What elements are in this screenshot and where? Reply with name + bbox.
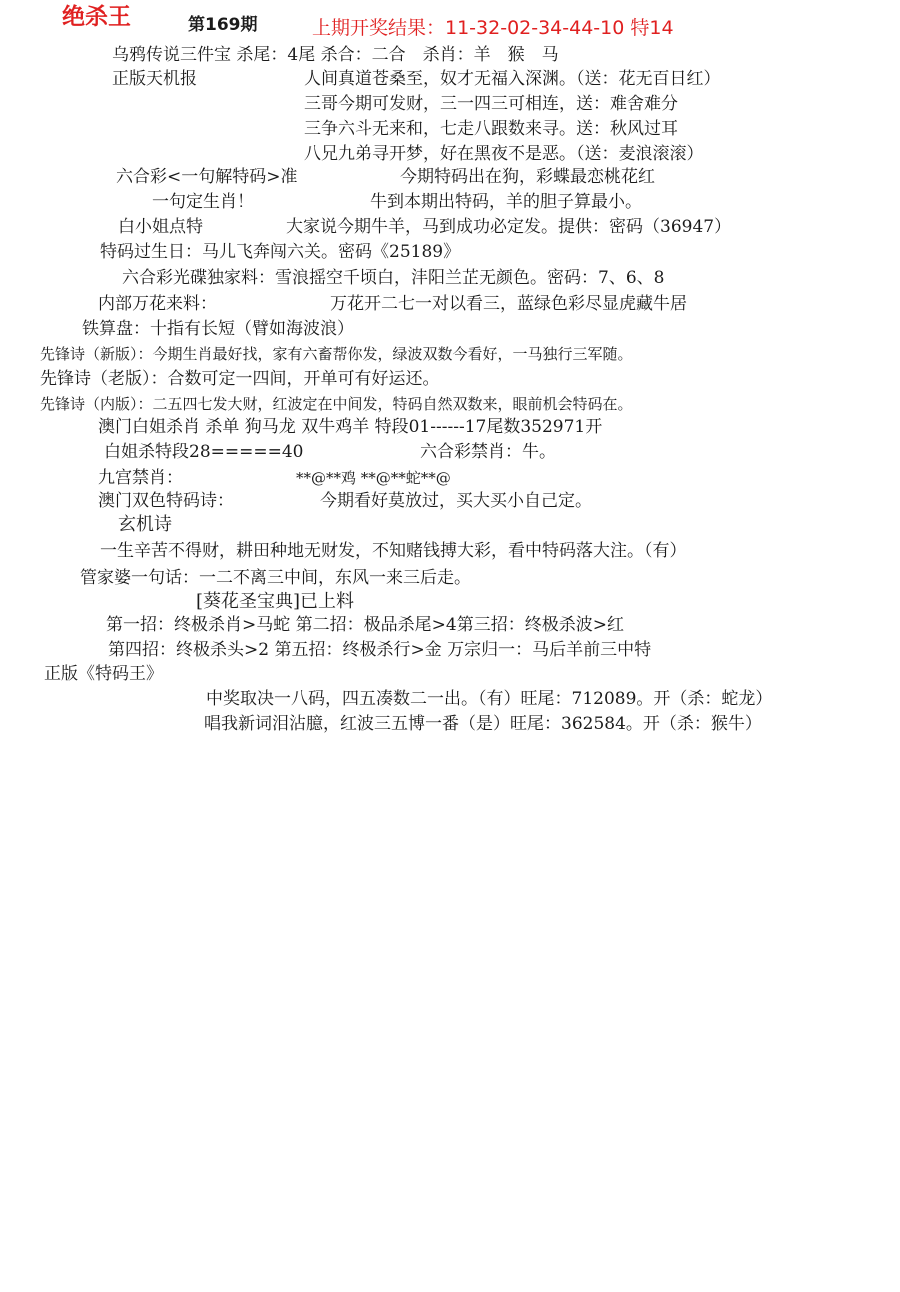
line-tianji-text: 人间真道苍桑至，奴才无福入深渊。（送：花无百日红） — [304, 69, 721, 89]
line-birthday: 特码过生日：马儿飞奔闯六关。密码《25189》 — [100, 242, 461, 262]
line-move-4: 第四招：终极杀头>2 第五招：终极杀行>金 万宗归一：马后羊前三中特 — [108, 640, 652, 660]
line-nine-palace-label: 九宫禁肖： — [98, 468, 183, 488]
line-zodiac-text: 牛到本期出特码，羊的胆子算最小。 — [370, 192, 642, 212]
line-one-sentence-label: 六合彩<一句解特码>准 — [116, 167, 298, 187]
line-forbidden-zodiac: 六合彩禁肖：牛。 — [420, 442, 556, 462]
line-wanhua-text: 万花开二七一对以看三，蓝绿色彩尽显虎藏牛居 — [330, 294, 687, 314]
line-poem-new: 先锋诗（新版）：今期生肖最好找，家有六畜帮你发，绿波双数今看好，一马独行三军随。 — [40, 345, 633, 363]
issue-number: 第169期 — [188, 15, 258, 35]
line-crow-legend: 乌鸦传说三件宝 杀尾：4尾 杀合：二合 杀肖：羊 猴 马 — [112, 45, 559, 65]
line-abacus: 铁算盘：十指有长短（臂如海波浪） — [82, 319, 354, 339]
line-xuanji-title: 玄机诗 — [118, 514, 172, 535]
last-result: 上期开奖结果：11-32-02-34-44-10 特14 — [312, 17, 674, 39]
line-baixiaojie-label: 白小姐点特 — [118, 217, 203, 237]
line-wanhua-label: 内部万花来料： — [98, 294, 217, 314]
brand-title: 绝杀王 — [62, 3, 131, 30]
line-tianji-label: 正版天机报 — [112, 69, 197, 89]
line-tema-wang-2: 唱我新词泪沾臆，红波三五博一番（是）旺尾：362584。开（杀：猴牛） — [204, 714, 762, 734]
line-macau-poem-text: 今期看好莫放过，买大买小自己定。 — [320, 491, 592, 511]
line-baixiaojie-text: 大家说今期牛羊，马到成功必定发。提供：密码（36947） — [286, 217, 732, 237]
line-tianji-2: 三哥今期可发财，三一四三可相连，送：难舍难分 — [304, 94, 678, 114]
line-one-sentence-text: 今期特码出在狗，彩蝶最恋桃花红 — [400, 167, 655, 187]
line-zodiac-label: 一句定生肖！ — [152, 192, 254, 212]
line-tema-wang-title: 正版《特码王》 — [44, 664, 163, 684]
line-xuanji-poem: 一生辛苦不得财，耕田种地无财发，不知赌钱搏大彩，看中特码落大注。（有） — [100, 541, 687, 561]
line-move-1: 第一招：终极杀肖>马蛇 第二招：极品杀尾>4第三招：终极杀波>红 — [106, 615, 624, 635]
line-poem-inner: 先锋诗（内版）：二五四七发大财，红波定在中间发，特码自然双数来，眼前机会特码在。 — [40, 395, 633, 413]
line-disc: 六合彩光碟独家料：雪浪摇空千顷白，沣阳兰芷无颜色。密码：7、6、8 — [122, 268, 665, 288]
line-macau-kill: 澳门白姐杀肖 杀单 狗马龙 双牛鸡羊 特段01------17尾数352971开 — [98, 417, 603, 437]
line-kill-segment: 白姐杀特段28=====40 — [104, 442, 304, 462]
line-poem-old: 先锋诗（老版）：合数可定一四间，开单可有好运还。 — [40, 369, 440, 389]
line-housekeeper: 管家婆一句话：一二不离三中间，东风一来三后走。 — [80, 568, 471, 588]
line-tianji-3: 三争六斗无来和，七走八跟数来寻。送：秋风过耳 — [304, 119, 678, 139]
line-nine-palace-text: **@**鸡 **@**蛇**@ — [296, 469, 451, 487]
line-macau-poem-label: 澳门双色特码诗： — [98, 491, 234, 511]
line-tema-wang-1: 中奖取决一八码，四五凑数二一出。（有）旺尾：712089。开（杀：蛇龙） — [206, 689, 773, 709]
line-sunflower-title: [葵花圣宝典]已上料 — [196, 591, 355, 612]
line-tianji-4: 八兄九弟寻开梦，好在黑夜不是恶。（送：麦浪滚滚） — [304, 144, 704, 164]
